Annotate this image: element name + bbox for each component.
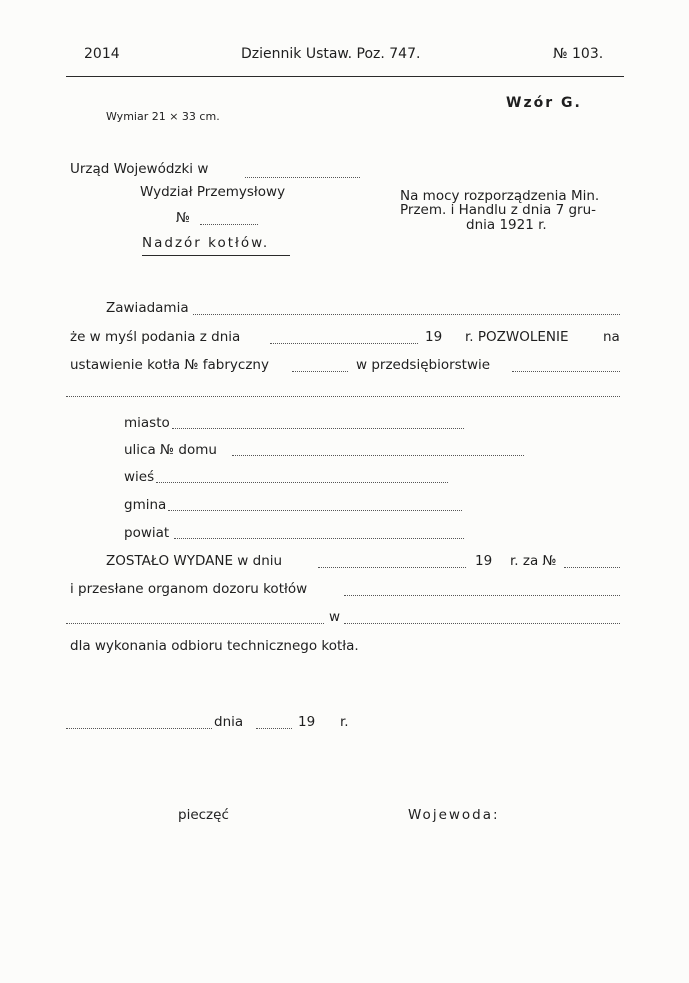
issued-date-fill-line (318, 567, 466, 568)
office-fill-line (245, 177, 360, 178)
notify-fill-line (193, 314, 620, 315)
sent-fill-line (344, 595, 620, 596)
street-fill-line (232, 455, 524, 456)
address-field-city: miasto (124, 415, 170, 431)
city-fill-line (172, 428, 464, 429)
date-day-label: dnia (214, 714, 244, 730)
boiler-number-label: ustawienie kotła № fabryczny (70, 357, 269, 373)
address-field-commune: gmina (124, 497, 167, 513)
issue-number: № 103. (553, 46, 604, 62)
form-template-label: Wzór G. (506, 95, 582, 111)
village-fill-line (156, 482, 448, 483)
permission-na-label: na (603, 329, 620, 345)
authority-fill-line-right (344, 623, 620, 624)
office-label: Urząd Wojewódzki w (70, 161, 209, 177)
request-date-label: że w myśl podania z dnia (70, 329, 241, 345)
enterprise-fill-line (512, 371, 620, 372)
legal-basis-line-3: dnia 1921 r. (466, 217, 547, 233)
place-fill-line (66, 728, 212, 729)
request-date-fill-line (270, 343, 418, 344)
address-field-county: powiat (124, 525, 170, 541)
legal-basis-line-1: Na mocy rozporządzenia Min. (400, 188, 600, 204)
form-dimension: Wymiar 21 × 33 cm. (106, 110, 220, 123)
date-r-label: r. (340, 714, 349, 730)
legal-basis-line-2: Przem. i Handlu z dnia 7 gru- (400, 202, 597, 218)
header-rule (66, 76, 624, 77)
department-label: Wydział Przemysłowy (140, 184, 286, 200)
signatory-label: Wojewoda: (408, 807, 500, 823)
address-field-street: ulica № domu (124, 442, 217, 458)
purpose-label: dla wykonania odbioru technicznego kotła. (70, 638, 359, 654)
seal-label: pieczęć (178, 807, 229, 823)
supervision-label: Nadzór kotłów. (142, 235, 270, 251)
page-number: 2014 (84, 46, 120, 62)
date-day-fill-line (256, 728, 292, 729)
office-number-fill-line (200, 224, 258, 225)
notify-label: Zawiadamia (106, 300, 189, 316)
w-label: w (329, 609, 341, 625)
authority-fill-line-left (66, 623, 324, 624)
issued-number-fill-line (564, 567, 620, 568)
journal-title: Dziennik Ustaw. Poz. 747. (241, 46, 421, 62)
request-year-label: 19 (425, 329, 443, 345)
address-field-village: wieś (124, 469, 155, 485)
supervision-underline (142, 255, 290, 256)
enterprise-label: w przedsiębiorstwie (356, 357, 491, 373)
issued-year-label: 19 (475, 553, 493, 569)
issued-label: ZOSTAŁO WYDANE w dniu (106, 553, 283, 569)
issued-number-label: r. za № (510, 553, 557, 569)
boiler-number-fill-line (292, 371, 348, 372)
sent-label: i przesłane organom dozoru kotłów (70, 581, 308, 597)
office-number-label: № (176, 210, 191, 226)
county-fill-line (174, 538, 464, 539)
enterprise-continuation-line (66, 396, 620, 397)
date-year-label: 19 (298, 714, 316, 730)
permission-label: r. POZWOLENIE (465, 329, 569, 345)
commune-fill-line (168, 510, 462, 511)
